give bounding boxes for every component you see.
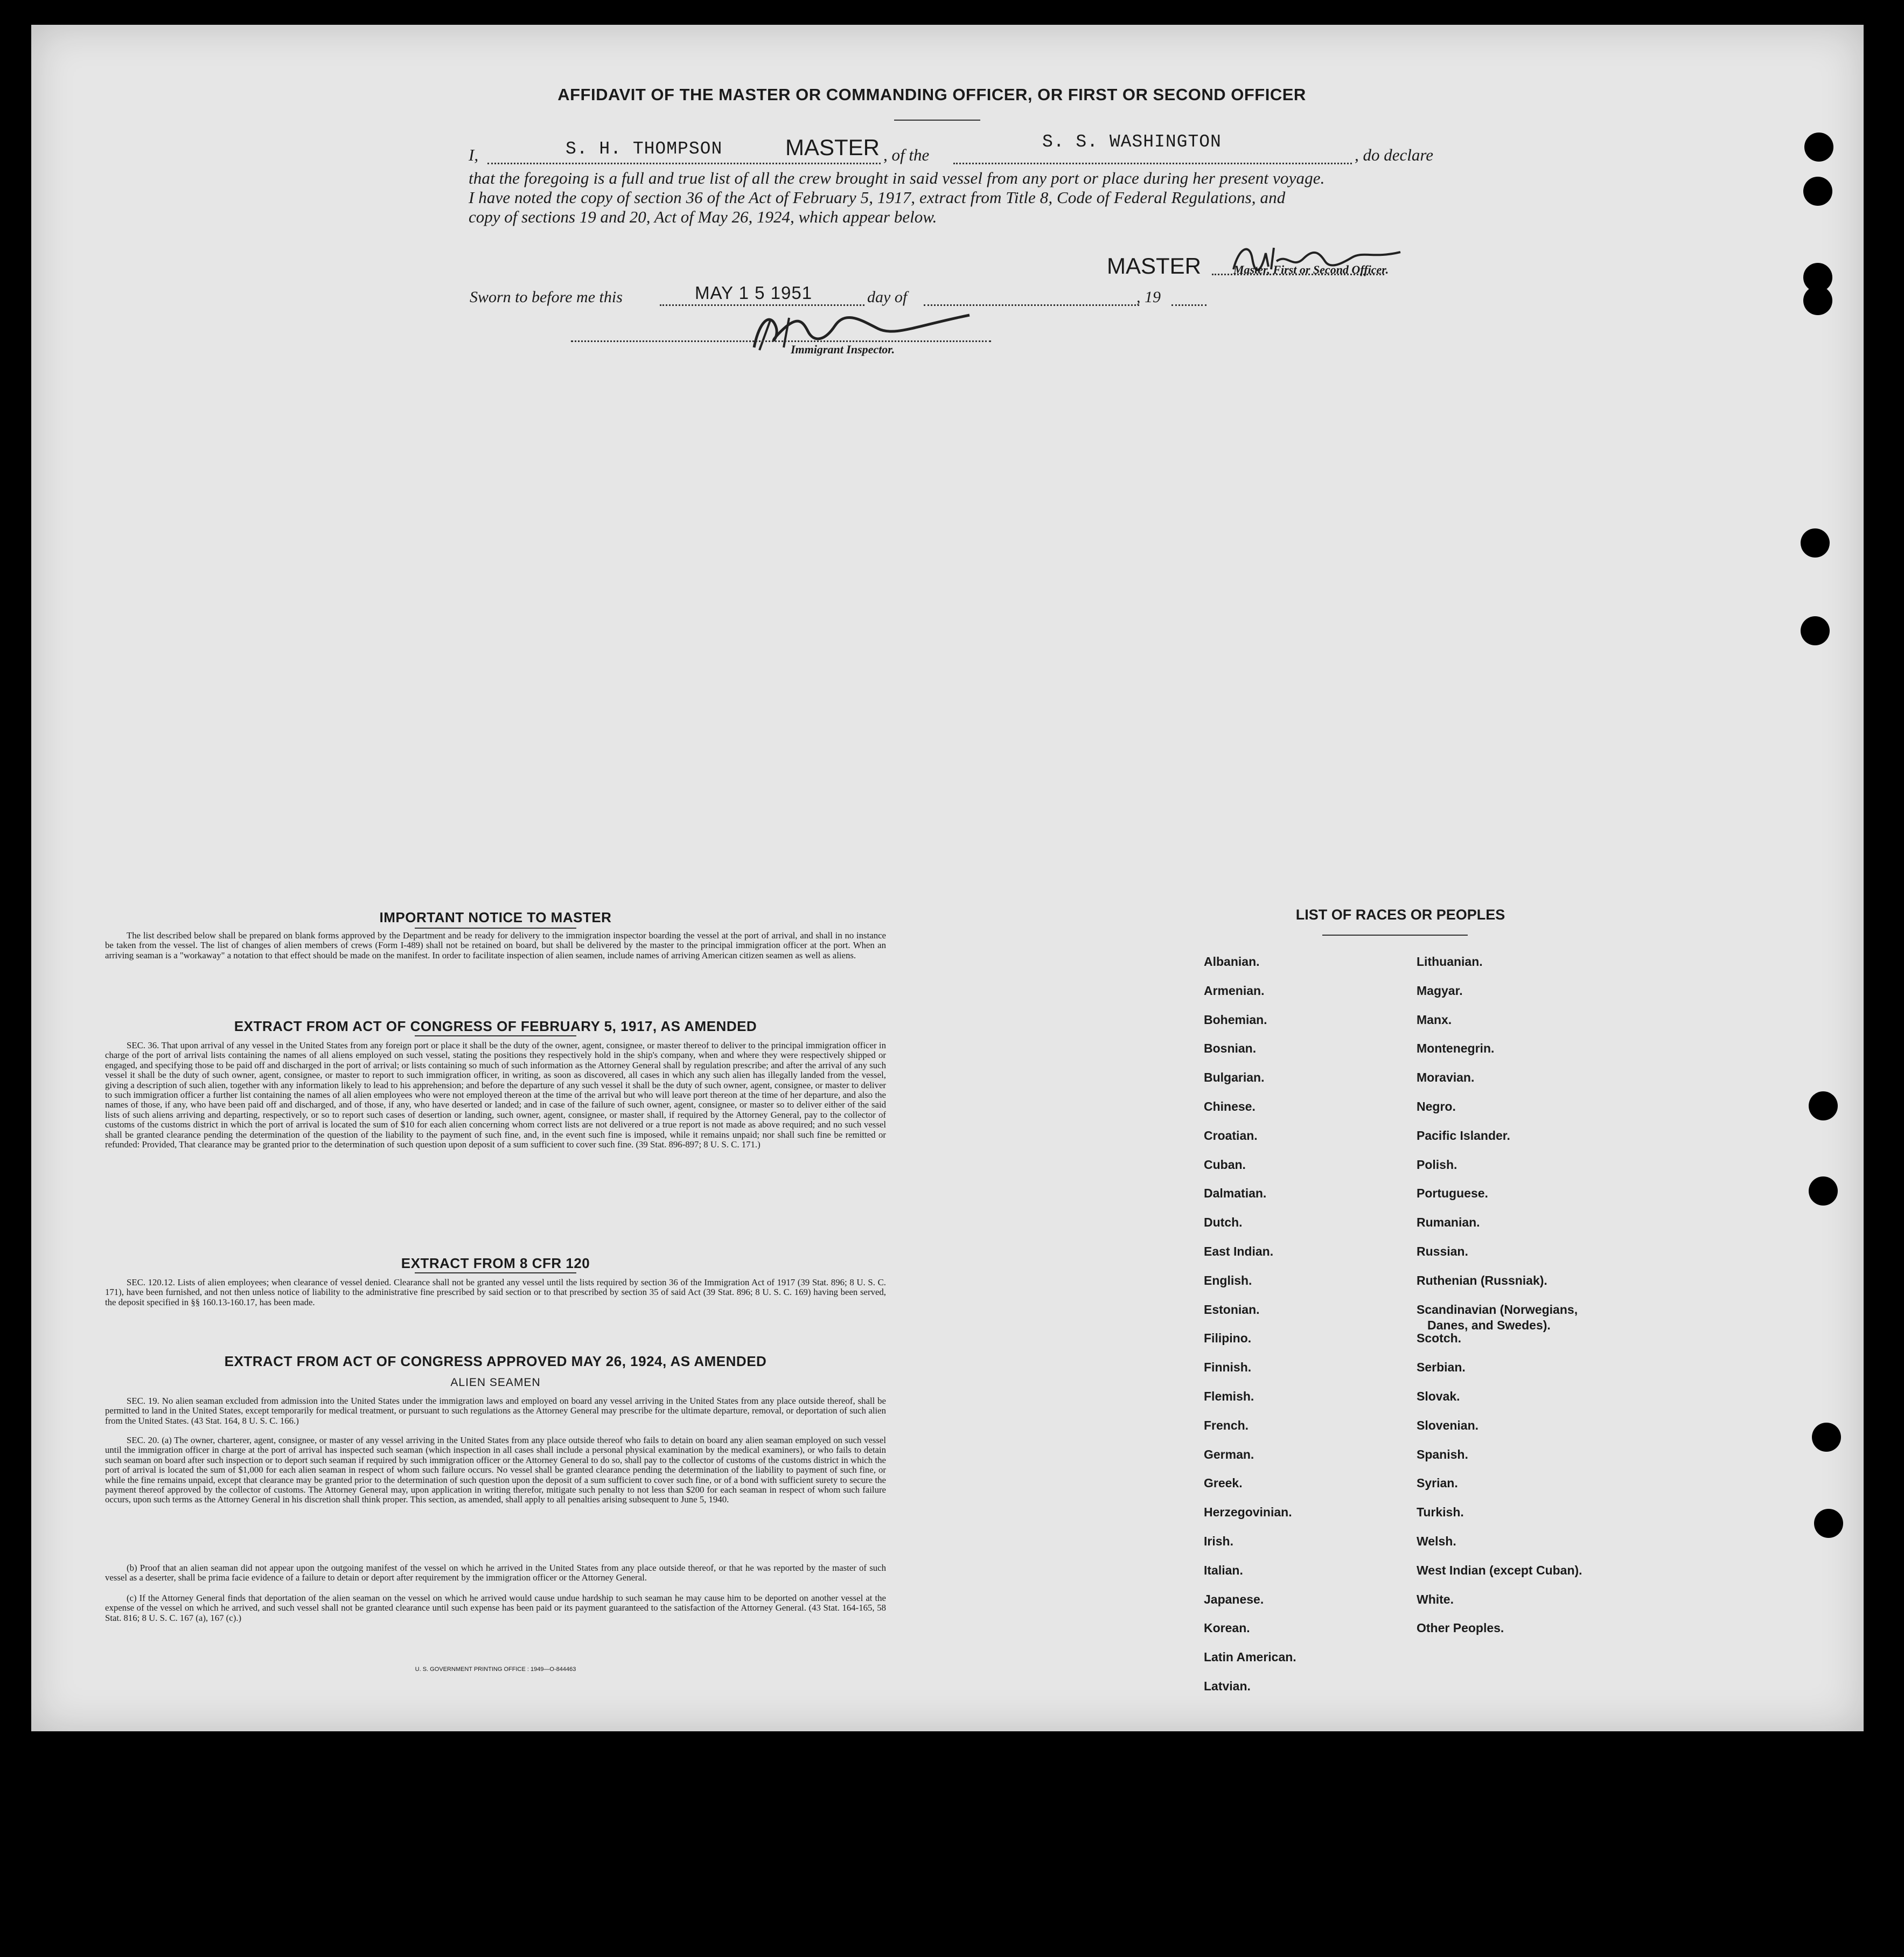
dotted-line bbox=[660, 304, 864, 306]
race-item: Danes, and Swedes). bbox=[1427, 1318, 1551, 1332]
race-item: West Indian (except Cuban). bbox=[1417, 1563, 1582, 1577]
gpo-footer: U. S. GOVERNMENT PRINTING OFFICE : 1949—O-844463 bbox=[415, 1666, 576, 1673]
race-item: Filipino. bbox=[1204, 1331, 1252, 1346]
title-underline bbox=[894, 120, 980, 121]
punch-hole bbox=[1804, 133, 1833, 162]
section-rule bbox=[415, 928, 576, 929]
race-item: Albanian. bbox=[1204, 955, 1260, 969]
race-item: Irish. bbox=[1204, 1534, 1233, 1548]
race-item: Flemish. bbox=[1204, 1389, 1254, 1403]
extract-1924-sec20b: (b) Proof that an alien seaman did not appear upon the outgoing manifest of the vessel on which he arrived in the United States from any place outside thereof, or that he was reported by the master of such vessel as a deserter, shall be prima facie evidence of a failure to detain or deport after requirement by the immigration officer or the Attorney General. bbox=[105, 1563, 886, 1583]
race-item: English. bbox=[1204, 1273, 1252, 1287]
race-item: White. bbox=[1417, 1592, 1454, 1606]
section-rule bbox=[415, 1035, 576, 1036]
affidavit-line-4: copy of sections 19 and 20, Act of May 26, 1924, which appear below. bbox=[469, 207, 937, 226]
extract-1924-subtitle: ALIEN SEAMEN bbox=[450, 1376, 541, 1389]
race-item: Bohemian. bbox=[1204, 1012, 1267, 1027]
affidavit-line-2: that the foregoing is a full and true list of all the crew brought in said vessel from any port or place during her present voyage. bbox=[469, 169, 1325, 187]
race-item: Greek. bbox=[1204, 1476, 1243, 1491]
inspector-signature-line bbox=[571, 340, 991, 342]
race-item: Estonian. bbox=[1204, 1302, 1260, 1317]
master-name: S. H. THOMPSON bbox=[566, 139, 723, 159]
race-item: Latin American. bbox=[1204, 1650, 1296, 1665]
race-item: Welsh. bbox=[1417, 1534, 1456, 1548]
race-item: Scandinavian (Norwegians, bbox=[1417, 1302, 1578, 1317]
extract-1924-title: EXTRACT FROM ACT OF CONGRESS APPROVED MAY 26, 1924, AS AMENDED bbox=[224, 1353, 767, 1369]
race-item: Japanese. bbox=[1204, 1592, 1264, 1606]
affidavit-title: AFFIDAVIT OF THE MASTER OR COMMANDING OFFICER, OR FIRST OR SECOND OFFICER bbox=[557, 85, 1306, 104]
vessel-name: S. S. WASHINGTON bbox=[1042, 132, 1222, 152]
race-item: Portuguese. bbox=[1417, 1186, 1488, 1201]
do-declare-label: , do declare bbox=[1355, 145, 1434, 164]
race-item: Slovenian. bbox=[1417, 1418, 1479, 1432]
race-item: Pacific Islander. bbox=[1417, 1128, 1510, 1143]
extract-1917-title: EXTRACT FROM ACT OF CONGRESS OF FEBRUARY 5, 1917, AS AMENDED bbox=[234, 1018, 757, 1034]
punch-hole bbox=[1803, 177, 1832, 206]
race-item: Syrian. bbox=[1417, 1476, 1458, 1491]
extract-1924-sec19: SEC. 19. No alien seaman excluded from admission into the United States under the immigration laws and employed on board any vessel arriving in the United States from any place outside thereof, shall be permitted to land in the United States, except temporarily for medical treatment, or pursuant to such regulations as the Attorney General may prescribe for the ultimate departure, removal, or deportation of such alien from the United States. (43 Stat. 164, 8 U. S. C. 166.) bbox=[105, 1396, 886, 1426]
race-item: Lithuanian. bbox=[1417, 955, 1483, 969]
notice-title: IMPORTANT NOTICE TO MASTER bbox=[379, 909, 612, 925]
race-item: Scotch. bbox=[1417, 1331, 1462, 1346]
race-item: Serbian. bbox=[1417, 1360, 1466, 1375]
race-item: Other Peoples. bbox=[1417, 1621, 1504, 1635]
affidavit-i-prefix: I, bbox=[469, 145, 479, 164]
race-item: Latvian. bbox=[1204, 1679, 1251, 1693]
signature-rank-stamp: MASTER bbox=[1107, 253, 1202, 278]
race-item: Korean. bbox=[1204, 1621, 1250, 1635]
race-item: Magyar. bbox=[1417, 983, 1463, 998]
sworn-label: Sworn to before me this bbox=[470, 288, 623, 306]
affidavit-line-3: I have noted the copy of section 36 of the Act of February 5, 1917, extract from Title 8, Code of Federal Regulations, and bbox=[469, 188, 1286, 207]
race-item: Negro. bbox=[1417, 1099, 1456, 1113]
extract-cfr-body: SEC. 120.12. Lists of alien employees; when clearance of vessel denied. Clearance shall not be granted any vessel until the lists required by section 36 of the Immigration Act of 1917 (39 Stat. 896; 8 U. S. C. 171), have been furnished, and not then unless notice of liability to the administrative fine prescribed by said section or to that prescribed by section 35 of said Act (39 Stat. 896; 8 U. S. C. 169) having been served, the deposit specified in §§ 160.13-160.17, has been made. bbox=[105, 1277, 886, 1307]
dotted-line bbox=[487, 163, 881, 164]
race-item: Montenegrin. bbox=[1417, 1041, 1495, 1056]
day-of-label: day of bbox=[867, 288, 908, 306]
race-item: Bosnian. bbox=[1204, 1041, 1257, 1056]
race-item: East Indian. bbox=[1204, 1244, 1274, 1258]
race-item: Polish. bbox=[1417, 1157, 1457, 1172]
rank-stamp: MASTER bbox=[785, 135, 880, 160]
dotted-line bbox=[924, 304, 1139, 306]
race-item: Dalmatian. bbox=[1204, 1186, 1267, 1201]
of-the-label: , of the bbox=[883, 145, 930, 164]
race-item: Moravian. bbox=[1417, 1070, 1475, 1085]
race-item: German. bbox=[1204, 1447, 1254, 1461]
section-rule bbox=[1322, 935, 1468, 936]
race-item: Ruthenian (Russniak). bbox=[1417, 1273, 1547, 1287]
extract-1924-sec20a: SEC. 20. (a) The owner, charterer, agent, consignee, or master of any vessel arriving in the United States from any place outside thereof who fails to detain on board any alien seaman employed on such vessel until the immigration officer in charge at the port of arrival has inspected such seaman (which inspection in all cases shall include a personal physical examination by the medical examiners), or who fails to detain such seaman on board after such inspection or to deport such seaman if required by such immigration officer or the Attorney General to do so, shall pay to the collector of customs of the customs district in which the port of arrival is located the sum of $1,000 for each alien seaman in respect of whom such failure occurs. No vessel shall be granted clearance pending the determination of the liability to payment of such fine, or while the fine remains unpaid, except that clearance may be granted prior to the determination of such question upon the deposit of a sum sufficient to cover such fine, or of a bond with sufficient surety to secure the payment thereof approved by the collector of customs. The Attorney General may, upon application in writing therefor, mitigate such penalty to not less than $200 for each seaman in respect of whom such failure occurs, upon such terms as the Attorney General in his discretion shall think proper. This section, as amended, shall apply to all penalties arising subsequent to June 5, 1940. bbox=[105, 1435, 886, 1505]
race-item: Finnish. bbox=[1204, 1360, 1252, 1375]
race-item: Herzegovinian. bbox=[1204, 1505, 1292, 1520]
race-item: French. bbox=[1204, 1418, 1249, 1432]
inspector-caption: Immigrant Inspector. bbox=[791, 343, 895, 356]
punch-hole bbox=[1809, 1176, 1838, 1206]
race-item: Cuban. bbox=[1204, 1157, 1246, 1172]
punch-hole bbox=[1809, 1091, 1838, 1120]
section-rule bbox=[415, 1272, 576, 1273]
extract-1917-body: SEC. 36. That upon arrival of any vessel in the United States from any foreign port or place it shall be the duty of the owner, agent, consignee, or master thereof to deliver to the principal immigration officer in charge of the port of arrival lists containing the names of all aliens employed on such vessel, stating the positions they respectively hold in the ship's company, when and where they were respectively shipped or engaged, and specifying those to be paid off and discharged in the port of arrival; or lists containing so much of such information as the Attorney General shall by regulation prescribe; and after the arrival of any such vessel it shall be the duty of such owner, agent, consignee, or master to report to such immigration officer, in writing, as soon as discovered, all cases in which any such alien has illegally landed from the vessel, giving a description of such alien, together with any information likely to lead to his apprehension; and before the departure of any such vessel it shall be the duty of such owner, agent, consignee, or master to deliver to such immigration officer a further list containing the names of all alien employees who were not employed thereon at the time of the arrival but who will leave port thereon at the time of her departure, and also the names of those, if any, who have been paid off and discharged, and of those, if any, who have deserted or landed; and in case of the failure of such owner, agent, consignee, or master so to deliver either of the said lists of such aliens arriving and departing, respectively, or so to report such cases of desertion or landing, such owner, agent, consignee, or master shall, if required by the Attorney General, pay to the collector of customs of the customs district in which the port of arrival is located the sum of $10 for each alien concerning whom correct lists are not delivered or a true report is not made as above required; and no such vessel shall be granted clearance pending the determination of the question of the liability to the payment of such fine, and, in the event such fine is imposed, while it remains unpaid; nor shall such fine be remitted or refunded: Provided, That clearance may be granted prior to the determination of such question upon deposit of a sum sufficient to cover such fine. (39 Stat. 896-897; 8 U. S. C. 171.) bbox=[105, 1040, 886, 1150]
race-item: Russian. bbox=[1417, 1244, 1468, 1258]
race-item: Dutch. bbox=[1204, 1215, 1243, 1230]
race-item: Rumanian. bbox=[1417, 1215, 1480, 1230]
race-item: Turkish. bbox=[1417, 1505, 1464, 1520]
dotted-line bbox=[1171, 304, 1206, 306]
race-item: Chinese. bbox=[1204, 1099, 1256, 1113]
punch-hole bbox=[1814, 1509, 1843, 1538]
year-label: , 19 bbox=[1136, 288, 1161, 306]
race-item: Spanish. bbox=[1417, 1447, 1468, 1461]
punch-hole bbox=[1812, 1423, 1841, 1452]
races-title: LIST OF RACES OR PEOPLES bbox=[1295, 907, 1505, 923]
sworn-date: MAY 1 5 1951 bbox=[695, 283, 813, 303]
punch-hole bbox=[1801, 528, 1830, 558]
race-item: Bulgarian. bbox=[1204, 1070, 1265, 1085]
notice-body: The list described below shall be prepared on blank forms approved by the Department and be ready for delivery to the immigration inspector boarding the vessel at the port of arrival, and shall in no instance be taken from the vessel. The list of changes of alien members of crews (Form I-489) shall not be retained on board, but shall be delivered by the master to the principal immigration officer at the port. When an arriving seaman is a "workaway" a notation to that effect should be made on the manifest. In order to facilitate inspection of alien seamen, include names of arriving American citizen seamen as well as aliens. bbox=[105, 930, 886, 960]
race-item: Croatian. bbox=[1204, 1128, 1258, 1143]
race-item: Manx. bbox=[1417, 1012, 1452, 1027]
punch-hole bbox=[1803, 286, 1832, 315]
punch-hole bbox=[1801, 616, 1830, 645]
race-item: Armenian. bbox=[1204, 983, 1265, 998]
extract-cfr-title: EXTRACT FROM 8 CFR 120 bbox=[401, 1255, 590, 1271]
race-item: Slovak. bbox=[1417, 1389, 1460, 1403]
extract-1924-sec20c: (c) If the Attorney General finds that deportation of the alien seaman on the vessel on which he arrived would cause undue hardship to such seaman he may cause him to be deported on another vessel at the expense of the vessel on which he arrived, and such vessel shall not be granted clearance until such expense has been paid or its payment guaranteed to the satisfaction of the Attorney General. (43 Stat. 164-165, 58 Stat. 816; 8 U. S. C. 167 (a), 167 (c).) bbox=[105, 1593, 886, 1623]
race-item: Italian. bbox=[1204, 1563, 1243, 1577]
signature-caption: Master, First or Second Officer. bbox=[1233, 263, 1389, 276]
dotted-line bbox=[953, 163, 1352, 164]
